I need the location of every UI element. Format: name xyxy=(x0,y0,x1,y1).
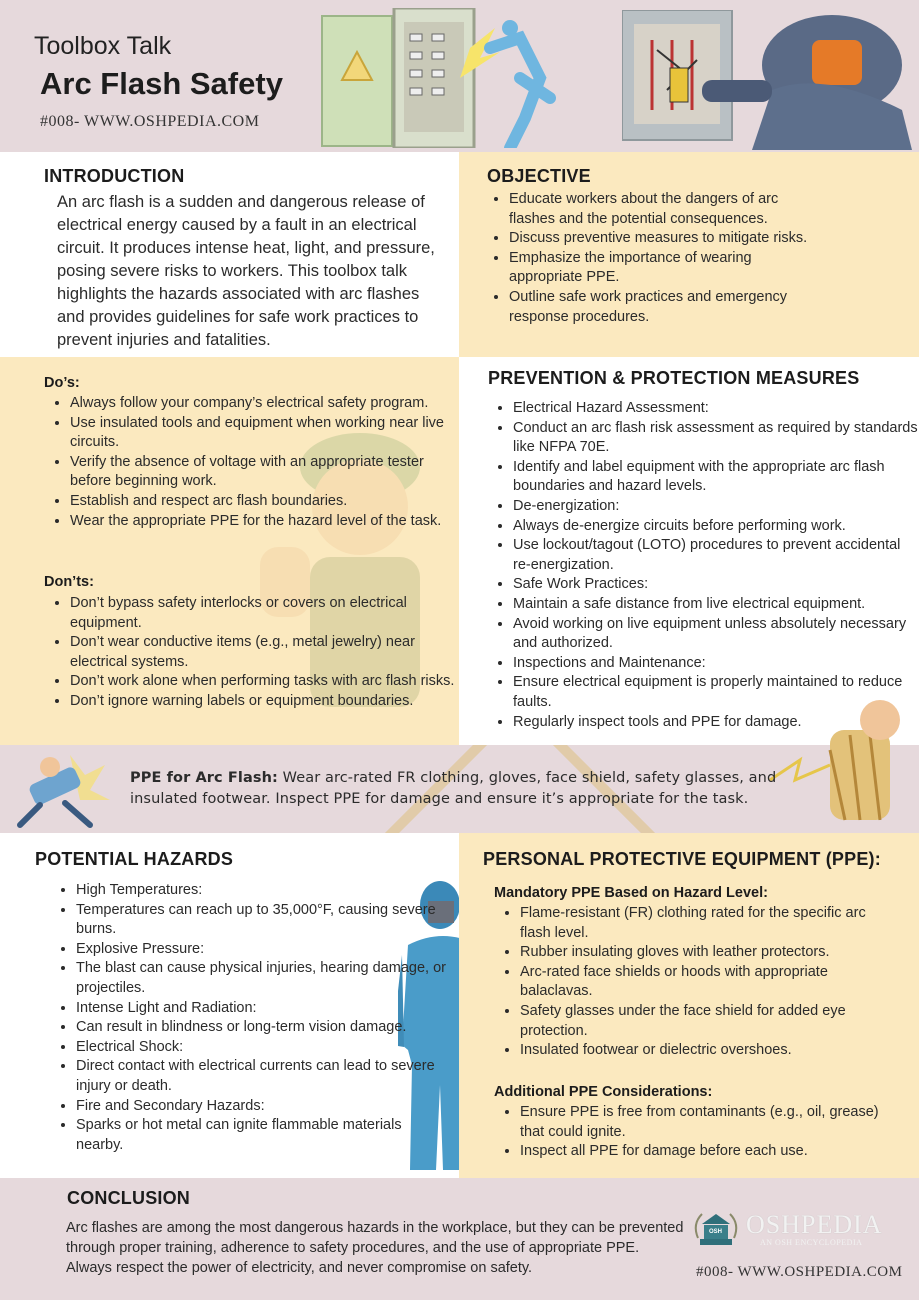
list-item: • Outline safe work practices and emergency response procedures. xyxy=(509,288,814,327)
oshpedia-brand: OSHPEDIA xyxy=(746,1210,883,1239)
list-item: • Explosive Pressure: xyxy=(76,940,451,960)
ppe-banner-label: PPE for Arc Flash: xyxy=(130,770,278,786)
donts-list xyxy=(44,594,465,712)
list-item: • Always follow your company’s electrical safety program. xyxy=(70,394,465,414)
list-item: • Establish and respect arc flash boundaries. xyxy=(70,492,465,512)
footer-url: #008- WWW.OSHPEDIA.COM xyxy=(696,1264,903,1280)
introduction-heading: INTRODUCTION xyxy=(44,166,185,186)
introduction-text: An arc flash is a sudden and dangerous release of electrical energy caused by a fault in an electrical circuit. It produces intense heat, light, and pressure, posing severe risks to workers. This toolbox talk highlights the hazards associated with arc flashes and provides guidelines for safe work practices to prevent injuries and fatalities. xyxy=(57,193,435,349)
list-item: • Maintain a safe distance from live electrical equipment. xyxy=(513,595,918,615)
page-title: Arc Flash Safety xyxy=(40,66,283,101)
list-item: • The blast can cause physical injuries, hearing damage, or projectiles. xyxy=(76,959,451,998)
list-item: • De-energization: xyxy=(513,497,918,517)
list-item: • Direct contact with electrical currents can lead to severe injury or death. xyxy=(76,1057,451,1096)
list-item: • High Temperatures: xyxy=(76,881,451,901)
list-item: • Sparks or hot metal can ignite flammable materials nearby. xyxy=(76,1116,451,1155)
dos-heading: Do’s: xyxy=(44,375,80,391)
list-item: • Safe Work Practices: xyxy=(513,575,918,595)
list-item: • Rubber insulating gloves with leather protectors. xyxy=(520,943,885,963)
ppe-banner xyxy=(0,745,919,833)
prevention-section xyxy=(459,357,919,745)
list-item: • Regularly inspect tools and PPE for damage. xyxy=(513,713,918,733)
list-item: • Don’t bypass safety interlocks or covers on electrical equipment. xyxy=(70,594,465,633)
list-item: • Use lockout/tagout (LOTO) procedures to prevent accidental re-energization. xyxy=(513,536,918,575)
list-item: • Discuss preventive measures to mitigate risks. xyxy=(509,229,814,249)
arc-flash-worker-photo xyxy=(622,10,912,150)
ppe-banner-body: Wear arc-rated FR clothing, gloves, face shield, safety glasses, and insulated footwear. Inspect PPE for damage and ensure it’s appropriate for the task. xyxy=(130,770,777,807)
mandatory-ppe-heading: Mandatory PPE Based on Hazard Level: xyxy=(494,885,768,901)
list-item: • Always de-energize circuits before performing work. xyxy=(513,517,918,537)
shocked-worker-left-illustration xyxy=(10,745,120,833)
ppe-section xyxy=(459,833,919,1178)
oshpedia-logo-badge: OSH xyxy=(709,1229,723,1235)
list-item: • Insulated footwear or dielectric overshoes. xyxy=(520,1041,885,1061)
list-item: • Intense Light and Radiation: xyxy=(76,999,451,1019)
objective-list xyxy=(483,190,814,327)
additional-ppe-list xyxy=(494,1103,885,1162)
list-item: • Verify the absence of voltage with an appropriate tester before beginning work. xyxy=(70,453,465,492)
hazards-heading: POTENTIAL HAZARDS xyxy=(35,849,234,869)
list-item: • Fire and Secondary Hazards: xyxy=(76,1097,451,1117)
ppe-banner-text xyxy=(130,768,790,810)
list-item: • Don’t ignore warning labels or equipment boundaries. xyxy=(70,692,465,712)
conclusion-text: Arc flashes are among the most dangerous hazards in the workplace, but they can be prevented through proper training, adherence to safety procedures, and the use of appropriate PPE. Always respect the power of electricity, and never compromise on safety. xyxy=(66,1220,684,1276)
dos-list xyxy=(44,394,465,531)
list-item: • Electrical Hazard Assessment: xyxy=(513,399,918,419)
list-item: • Educate workers about the dangers of arc flashes and the potential consequences. xyxy=(509,190,814,229)
list-item: • Electrical Shock: xyxy=(76,1038,451,1058)
list-item: • Flame-resistant (FR) clothing rated for the specific arc flash level. xyxy=(520,904,885,943)
list-item: • Identify and label equipment with the appropriate arc flash boundaries and hazard levels. xyxy=(513,458,918,497)
additional-ppe-heading: Additional PPE Considerations: xyxy=(494,1084,713,1100)
conclusion-section xyxy=(0,1178,919,1300)
oshpedia-logo xyxy=(690,1208,900,1248)
header-band xyxy=(0,0,919,152)
ppe-heading: PERSONAL PROTECTIVE EQUIPMENT (PPE): xyxy=(483,849,881,869)
list-item: • Don’t wear conductive items (e.g., metal jewelry) near electrical systems. xyxy=(70,633,465,672)
mandatory-ppe-list xyxy=(494,904,885,1061)
list-item: • Use insulated tools and equipment when working near live circuits. xyxy=(70,414,465,453)
list-item: • Ensure electrical equipment is properly maintained to reduce faults. xyxy=(513,673,918,712)
electrical-panel-illustration xyxy=(320,8,570,148)
dos-donts-section xyxy=(0,357,459,745)
oshpedia-tagline: AN OSH ENCYCLOPEDIA xyxy=(760,1238,863,1247)
list-item: • Wear the appropriate PPE for the hazard level of the task. xyxy=(70,512,465,532)
list-item: • Arc-rated face shields or hoods with appropriate balaclavas. xyxy=(520,963,885,1002)
prevention-heading: PREVENTION & PROTECTION MEASURES xyxy=(488,368,860,388)
list-item: • Avoid working on live equipment unless absolutely necessary and authorized. xyxy=(513,615,918,654)
list-item: • Safety glasses under the face shield for added eye protection. xyxy=(520,1002,885,1041)
list-item: • Inspect all PPE for damage before each use. xyxy=(520,1142,885,1162)
list-item: • Inspections and Maintenance: xyxy=(513,654,918,674)
objective-section xyxy=(459,152,919,357)
introduction-section xyxy=(0,152,459,357)
list-item: • Temperatures can reach up to 35,000°F, causing severe burns. xyxy=(76,901,451,940)
list-item: • Don’t work alone when performing tasks with arc flash risks. xyxy=(70,672,465,692)
header-url: #008- WWW.OSHPEDIA.COM xyxy=(40,113,260,130)
objective-heading: OBJECTIVE xyxy=(487,166,591,186)
conclusion-heading: CONCLUSION xyxy=(67,1188,190,1208)
donts-heading: Don’ts: xyxy=(44,574,94,590)
hazards-list xyxy=(50,881,451,1155)
list-item: • Emphasize the importance of wearing appropriate PPE. xyxy=(509,249,814,288)
list-item: • Ensure PPE is free from contaminants (e.g., oil, grease) that could ignite. xyxy=(520,1103,885,1142)
list-item: • Conduct an arc flash risk assessment as required by standards like NFPA 70E. xyxy=(513,419,918,458)
list-item: • Can result in blindness or long-term vision damage. xyxy=(76,1018,451,1038)
prevention-list xyxy=(487,399,918,732)
header-subtitle: Toolbox Talk xyxy=(34,32,172,60)
hazards-section xyxy=(0,833,459,1178)
